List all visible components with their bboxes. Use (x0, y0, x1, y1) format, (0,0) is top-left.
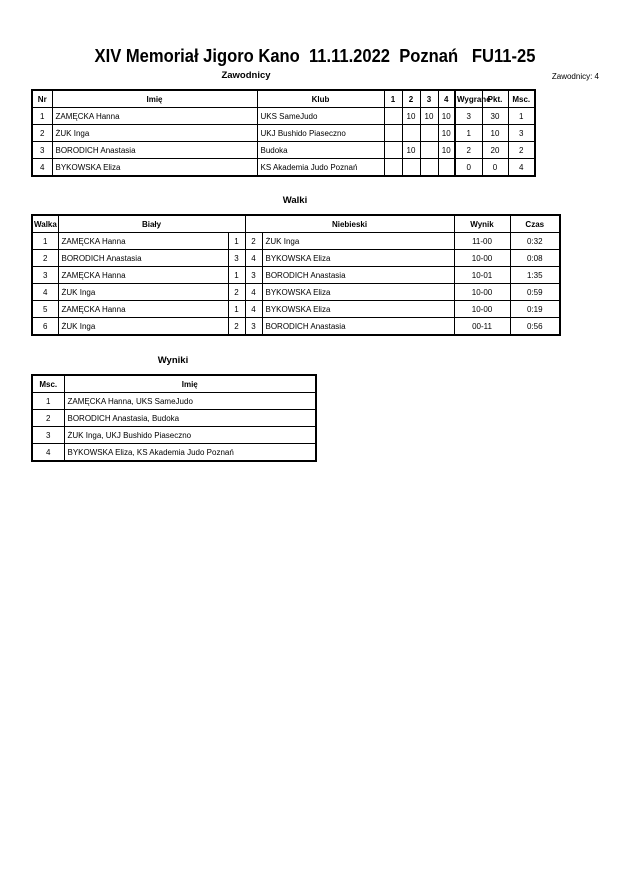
col-wins: Wygrane (455, 90, 482, 108)
score-r3 (420, 159, 438, 177)
col-r4: 4 (438, 90, 455, 108)
score-r1 (384, 142, 402, 159)
competitors-count: Zawodnicy: 4 (551, 72, 599, 81)
fight-no: 1 (32, 233, 58, 250)
score-r3 (420, 125, 438, 142)
fight-blue-nr: 3 (245, 267, 262, 284)
fight-white-name: ZAMĘCKA Hanna (58, 233, 228, 250)
fight-result: 00-11 (454, 318, 510, 336)
col-club: Klub (257, 90, 384, 108)
table-row (32, 125, 535, 142)
fight-blue-nr: 4 (245, 301, 262, 318)
table-row (32, 284, 560, 301)
competitor-place: 1 (508, 108, 535, 125)
score-r4: 10 (438, 142, 455, 159)
table-row (32, 301, 560, 318)
competitor-club: Budoka (257, 142, 384, 159)
table-row (32, 318, 560, 336)
competitor-points: 10 (482, 125, 508, 142)
competitor-nr: 3 (32, 142, 52, 159)
fight-blue-name: BYKOWSKA Eliza (262, 301, 454, 318)
fight-time: 0:32 (510, 233, 560, 250)
table-row (32, 233, 560, 250)
fight-time: 0:19 (510, 301, 560, 318)
fight-no: 4 (32, 284, 58, 301)
col-r1: 1 (384, 90, 402, 108)
score-r4 (438, 159, 455, 177)
competitor-club: UKJ Bushido Piaseczno (257, 125, 384, 142)
fight-white-name: BORODICH Anastasia (58, 250, 228, 267)
fight-white-nr: 1 (228, 301, 245, 318)
competitor-points: 20 (482, 142, 508, 159)
competitor-nr: 1 (32, 108, 52, 125)
fight-blue-name: BORODICH Anastasia (262, 267, 454, 284)
competitor-name: ŻUK Inga (52, 125, 257, 142)
col-blue: Niebieski (245, 215, 454, 233)
col-r3: 3 (420, 90, 438, 108)
fight-no: 6 (32, 318, 58, 336)
col-time: Czas (510, 215, 560, 233)
col-place: Msc. (508, 90, 535, 108)
fight-blue-nr: 4 (245, 284, 262, 301)
fights-table (31, 214, 561, 336)
col-name: Imię (52, 90, 257, 108)
fight-blue-name: BYKOWSKA Eliza (262, 250, 454, 267)
fight-white-name: ZAMĘCKA Hanna (58, 267, 228, 284)
fight-blue-nr: 2 (245, 233, 262, 250)
table-row (32, 267, 560, 284)
table-row (32, 159, 535, 177)
competitor-club: KS Akademia Judo Poznań (257, 159, 384, 177)
score-r2 (402, 159, 420, 177)
score-r2 (402, 125, 420, 142)
page-title: XIV Memoriał Jigoro Kano 11.11.2022 Poznań FU11-25 (94, 46, 536, 66)
competitor-place: 3 (508, 125, 535, 142)
results-section-title: Wyniki (157, 355, 189, 366)
score-r3 (420, 142, 438, 159)
fights-header-row (32, 215, 560, 233)
fight-result: 11-00 (454, 233, 510, 250)
col-name: Imię (64, 375, 316, 393)
competitor-place: 2 (508, 142, 535, 159)
score-r1 (384, 159, 402, 177)
fight-white-name: ŻUK Inga (58, 318, 228, 336)
competitor-nr: 4 (32, 159, 52, 177)
competitor-name: BORODICH Anastasia (52, 142, 257, 159)
fight-white-nr: 3 (228, 250, 245, 267)
result-place: 3 (32, 427, 64, 444)
table-row (32, 108, 535, 125)
fight-white-nr: 1 (228, 233, 245, 250)
results-header-row (32, 375, 316, 393)
col-pts: Pkt. (482, 90, 508, 108)
fight-result: 10-00 (454, 284, 510, 301)
fight-time: 1:35 (510, 267, 560, 284)
score-r3: 10 (420, 108, 438, 125)
table-row (32, 410, 316, 427)
table-row (32, 444, 316, 462)
competitor-wins: 0 (455, 159, 482, 177)
table-row (32, 250, 560, 267)
fight-result: 10-00 (454, 250, 510, 267)
score-r4: 10 (438, 125, 455, 142)
result-entry: BYKOWSKA Eliza, KS Akademia Judo Poznań (64, 444, 316, 462)
fight-white-name: ZAMĘCKA Hanna (58, 301, 228, 318)
fight-result: 10-00 (454, 301, 510, 318)
competitor-points: 0 (482, 159, 508, 177)
fight-white-nr: 2 (228, 284, 245, 301)
fight-blue-name: ŻUK Inga (262, 233, 454, 250)
score-r2: 10 (402, 142, 420, 159)
score-r1 (384, 108, 402, 125)
competitor-club: UKS SameJudo (257, 108, 384, 125)
competitor-points: 30 (482, 108, 508, 125)
fight-blue-nr: 4 (245, 250, 262, 267)
col-nr: Nr (32, 90, 52, 108)
competitor-wins: 2 (455, 142, 482, 159)
competitor-name: BYKOWSKA Eliza (52, 159, 257, 177)
fight-time: 0:59 (510, 284, 560, 301)
results-table (31, 374, 317, 462)
fight-white-nr: 2 (228, 318, 245, 336)
competitor-wins: 3 (455, 108, 482, 125)
fight-no: 5 (32, 301, 58, 318)
col-white: Biały (58, 215, 245, 233)
fight-blue-name: BORODICH Anastasia (262, 318, 454, 336)
competitor-nr: 2 (32, 125, 52, 142)
table-row (32, 393, 316, 410)
table-row (32, 142, 535, 159)
fights-section-title: Walki (282, 195, 308, 206)
table-row (32, 427, 316, 444)
fight-blue-name: BYKOWSKA Eliza (262, 284, 454, 301)
col-place: Msc. (32, 375, 64, 393)
score-r1 (384, 125, 402, 142)
competitors-table (31, 89, 536, 177)
col-fight-no: Walka (32, 215, 58, 233)
result-place: 1 (32, 393, 64, 410)
competitors-header-row (32, 90, 535, 108)
fight-no: 2 (32, 250, 58, 267)
score-r2: 10 (402, 108, 420, 125)
fight-result: 10-01 (454, 267, 510, 284)
fight-time: 0:56 (510, 318, 560, 336)
score-r4: 10 (438, 108, 455, 125)
result-entry: ZAMĘCKA Hanna, UKS SameJudo (64, 393, 316, 410)
result-entry: ŻUK Inga, UKJ Bushido Piaseczno (64, 427, 316, 444)
competitors-section-title: Zawodnicy (221, 70, 271, 81)
fight-white-nr: 1 (228, 267, 245, 284)
result-entry: BORODICH Anastasia, Budoka (64, 410, 316, 427)
result-place: 2 (32, 410, 64, 427)
fight-blue-nr: 3 (245, 318, 262, 336)
fight-no: 3 (32, 267, 58, 284)
result-place: 4 (32, 444, 64, 462)
competitor-place: 4 (508, 159, 535, 177)
fight-time: 0:08 (510, 250, 560, 267)
col-r2: 2 (402, 90, 420, 108)
fight-white-name: ŻUK Inga (58, 284, 228, 301)
competitor-name: ZAMĘCKA Hanna (52, 108, 257, 125)
col-result: Wynik (454, 215, 510, 233)
competitor-wins: 1 (455, 125, 482, 142)
